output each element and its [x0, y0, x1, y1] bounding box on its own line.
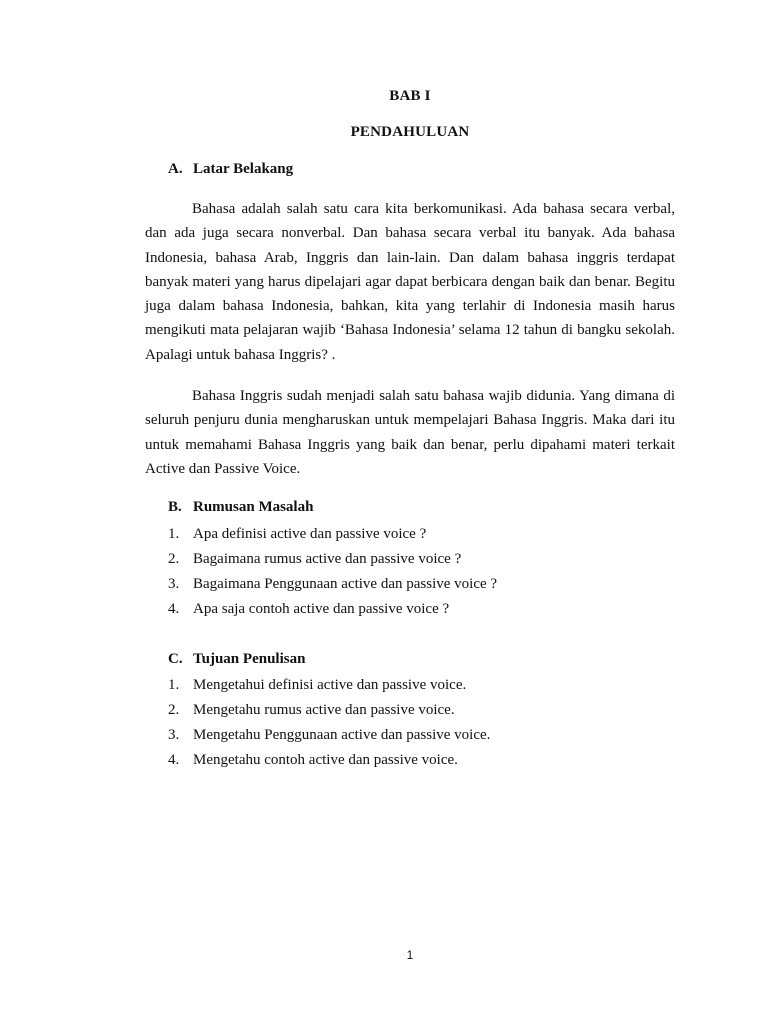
list-item-number: 2.	[168, 551, 180, 567]
list-item-text: Apa saja contoh active dan passive voice ?	[193, 601, 450, 617]
section-c-title: Tujuan Penulisan	[193, 651, 306, 667]
section-b-letter: B.	[168, 499, 182, 515]
page-number: 1	[406, 948, 414, 962]
section-a-letter: A.	[168, 161, 183, 177]
list-item	[168, 522, 497, 547]
section-c-heading	[168, 651, 305, 668]
list-item-text: Mengetahu rumus active dan passive voice.	[193, 702, 455, 718]
list-item	[168, 723, 490, 748]
tujuan-penulisan-list	[168, 673, 490, 773]
list-item	[168, 547, 497, 572]
section-c-letter: C.	[168, 651, 183, 667]
paragraph-1-text: Bahasa adalah salah satu cara kita berkomunikasi. Ada bahasa secara verbal, dan ada juga secara nonverbal. Dan bahasa secara verbal itu banyak. Ada bahasa Indonesia, bahasa Arab, Inggris dan lain-lain. Dan dalam bahasa inggris terdapat banyak materi yang harus dipelajari agar dapat berbicara dengan baik dan benar. Begitu juga dalam bahasa Indonesia, bahkan, kita yang terlahir di Indonesia masih harus mengikuti mata pelajaran wajib ‘Bahasa Indonesia’ selama 12 tahun di bangku sekolah. Apalagi untuk bahasa Inggris? .	[145, 201, 675, 363]
section-a-heading	[168, 161, 293, 178]
list-item-text: Apa definisi active dan passive voice ?	[193, 526, 427, 542]
section-b-heading	[168, 499, 313, 516]
section-a-title: Latar Belakang	[193, 161, 294, 177]
rumusan-masalah-list	[168, 522, 497, 622]
list-item-number: 3.	[168, 727, 180, 743]
chapter-title: PENDAHULUAN	[350, 124, 470, 140]
list-item-number: 1.	[168, 526, 180, 542]
section-b-title: Rumusan Masalah	[193, 499, 314, 515]
list-item-number: 4.	[168, 752, 180, 768]
list-item-number: 1.	[168, 677, 180, 693]
chapter-number: BAB I	[389, 88, 431, 104]
paragraph-latar-belakang-1	[145, 197, 675, 367]
list-item	[168, 673, 490, 698]
list-item-text: Mengetahu Penggunaan active dan passive voice.	[193, 727, 491, 743]
list-item	[168, 572, 497, 597]
paragraph-latar-belakang-2	[145, 384, 675, 481]
list-item-text: Mengetahui definisi active dan passive voice.	[193, 677, 467, 693]
list-item-text: Mengetahu contoh active dan passive voice.	[193, 752, 458, 768]
list-item	[168, 597, 497, 622]
list-item-number: 2.	[168, 702, 180, 718]
list-item	[168, 698, 490, 723]
list-item	[168, 748, 490, 773]
list-item-text: Bagaimana Penggunaan active dan passive voice ?	[193, 576, 498, 592]
list-item-number: 3.	[168, 576, 180, 592]
list-item-number: 4.	[168, 601, 180, 617]
paragraph-2-text: Bahasa Inggris sudah menjadi salah satu bahasa wajib didunia. Yang dimana di seluruh penjuru dunia mengharuskan untuk mempelajari Bahasa Inggris. Maka dari itu untuk memahami Bahasa Inggris yang baik dan benar, perlu dipahami materi terkait Active dan Passive Voice.	[145, 388, 675, 477]
list-item-text: Bagaimana rumus active dan passive voice ?	[193, 551, 462, 567]
